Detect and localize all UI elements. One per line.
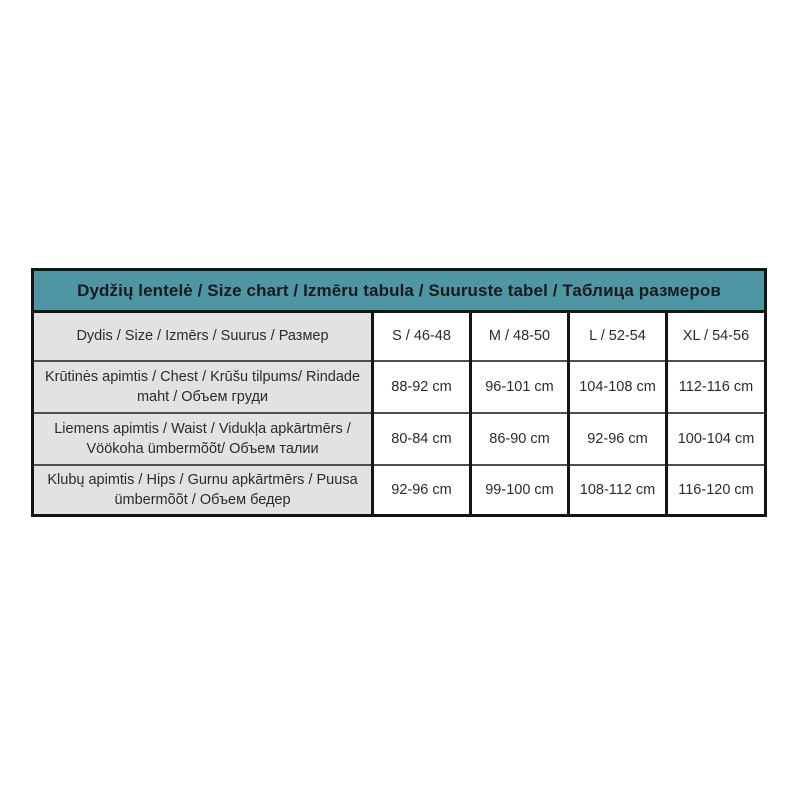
hips-value-s: 92-96 cm (373, 465, 471, 516)
size-col-s: S / 46-48 (373, 312, 471, 361)
chest-value-m: 96-101 cm (471, 361, 569, 413)
row-label-size: Dydis / Size / Izmērs / Suurus / Размер (33, 312, 373, 361)
chest-value-s: 88-92 cm (373, 361, 471, 413)
size-col-m: M / 48-50 (471, 312, 569, 361)
table-row-chest (33, 361, 766, 413)
waist-value-xl: 100-104 cm (667, 413, 766, 465)
hips-value-l: 108-112 cm (569, 465, 667, 516)
waist-value-m: 86-90 cm (471, 413, 569, 465)
row-label-chest: Krūtinės apimtis / Chest / Krūšu tilpums/ Rindade maht / Объем груди (33, 361, 373, 413)
waist-value-l: 92-96 cm (569, 413, 667, 465)
size-col-xl: XL / 54-56 (667, 312, 766, 361)
row-label-hips: Klubų apimtis / Hips / Gurnu apkārtmērs / Puusa ümbermõõt / Объем бедер (33, 465, 373, 516)
chest-value-l: 104-108 cm (569, 361, 667, 413)
size-chart-title: Dydžių lentelė / Size chart / Izmēru tabula / Suuruste tabel / Таблица размеров (33, 270, 766, 312)
row-label-waist: Liemens apimtis / Waist / Vidukļa apkārtmērs / Vöökoha ümbermõõt/ Объем талии (33, 413, 373, 465)
hips-value-xl: 116-120 cm (667, 465, 766, 516)
waist-value-s: 80-84 cm (373, 413, 471, 465)
table-row-sizes (33, 312, 766, 361)
table-row-waist (33, 413, 766, 465)
size-col-l: L / 52-54 (569, 312, 667, 361)
hips-value-m: 99-100 cm (471, 465, 569, 516)
table-header-row (33, 270, 766, 312)
table-row-hips (33, 465, 766, 516)
size-chart-table (31, 268, 767, 517)
chest-value-xl: 112-116 cm (667, 361, 766, 413)
